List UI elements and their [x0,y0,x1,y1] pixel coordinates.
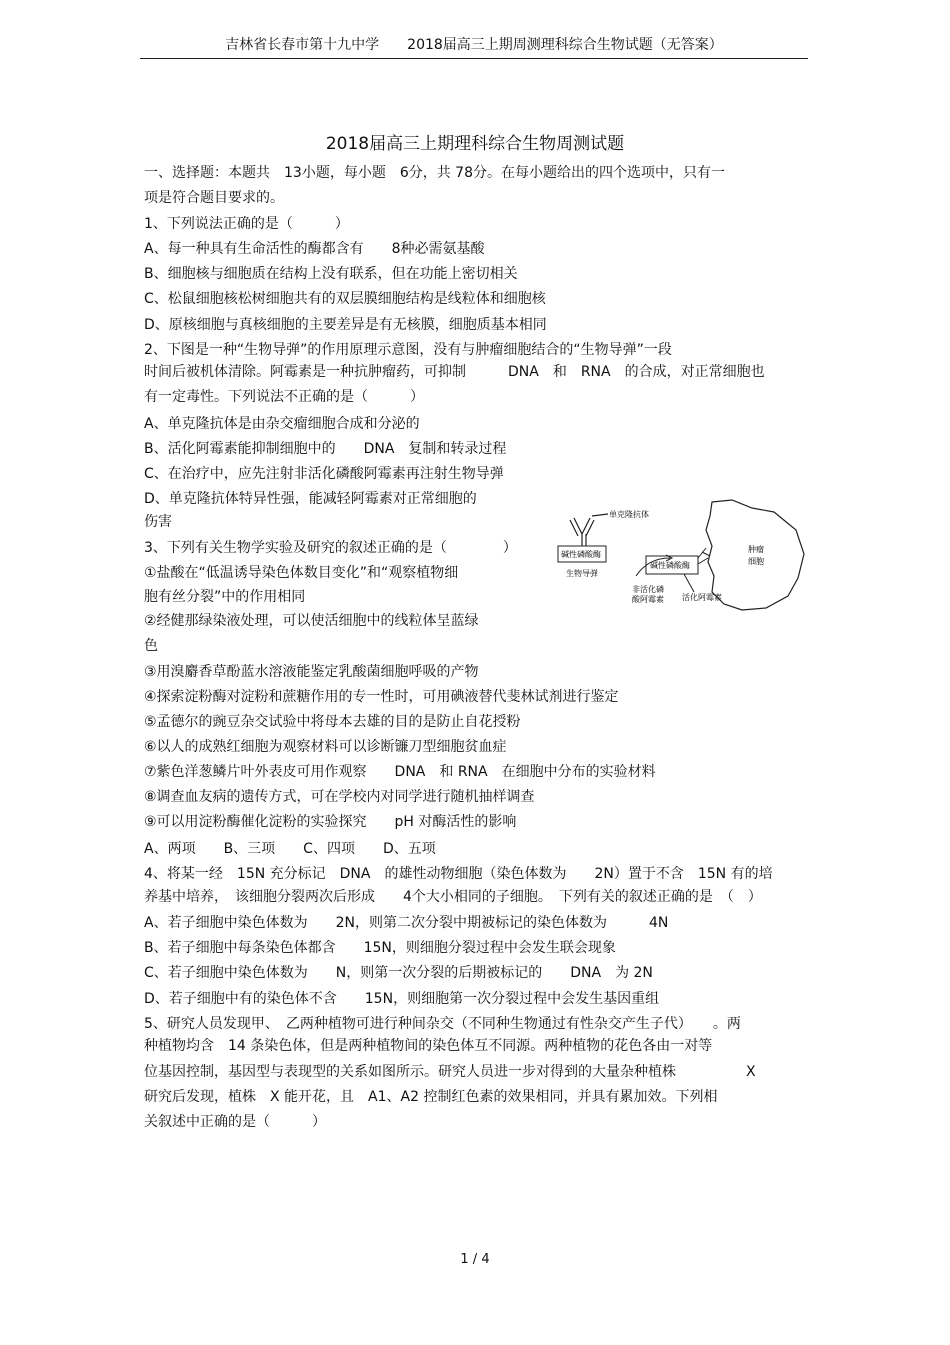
text-line-q3-stem: 3、下列有关生物学实验及研究的叙述正确的是（ ） [144,540,517,556]
arrow-down-icon [684,574,694,592]
tumor-label-2: 细胞 [748,557,764,566]
text-line-q2-d-a: D、单克隆抗体特异性强，能减轻阿霉素对正常细胞的 [144,491,477,507]
text-line-q4-d: D、若子细胞中有的染色体不含 15N，则细胞第一次分裂过程中会发生基因重组 [144,991,660,1007]
enzyme-label-2: 碱性磷酸酶 [650,561,690,570]
text-line-q2-a: A、单克隆抗体是由杂交瘤细胞合成和分泌的 [144,416,420,432]
text-line-q1-stem: 1、下列说法正确的是（ ） [144,216,349,232]
missile-label: 生物导弹 [566,569,598,578]
text-line-q3-1-a: ①盐酸在“低温诱导染色体数目变化”和“观察植物细 [144,565,459,581]
text-line-q4-b: B、若子细胞中每条染色体都含 15N，则细胞分裂过程中会发生联会现象 [144,940,616,956]
inactive-label-1: 非活化磷 [632,585,664,594]
text-line-q2-stem-b: 时间后被机体清除。阿霉素是一种抗肿瘤药，可抑制 DNA 和 RNA 的合成，对正常细胞也 [144,364,765,380]
text-line-q3-8: ⑧调查血友病的遗传方式，可在学校内对同学进行随机抽样调查 [144,789,535,805]
text-line-q4-stem-b: 养基中培养， 该细胞分裂两次后形成 4个大小相同的子细胞。 下列有关的叙述正确的是 （ ） [144,889,762,905]
text-line-q5-stem-a: 5、研究人员发现甲、 乙两种植物可进行种间杂交（不同种生物通过有性杂交产生子代） 。两 [144,1016,741,1032]
page-title: 2018届高三上期理科综合生物周测试题 [325,134,625,154]
page-number: 1 / 4 [460,1252,490,1267]
text-line-q3-4: ④探索淀粉酶对淀粉和蔗糖作用的专一性时，可用碘液替代斐林试剂进行鉴定 [144,689,619,705]
text-line-q4-stem-a: 4、将某一经 15N 充分标记 DNA 的雄性动物细胞（染色体数为 2N）置于不含 15N 有的培 [144,866,773,882]
text-line-q5-stem-b: 种植物均含 14 条染色体，但是两种植物间的染色体互不同源。两种植物的花色各由一对等 [144,1038,713,1054]
antibody-label: 单克隆抗体 [609,510,649,519]
active-label: 活化阿霉素 [682,593,722,602]
text-line-q4-c: C、若子细胞中染色体数为 N，则第一次分裂的后期被标记的 DNA 为 2N [144,965,653,981]
text-line-q1-d: D、原核细胞与真核细胞的主要差异是有无核膜，细胞质基本相同 [144,317,547,333]
text-line-q3-5: ⑤孟德尔的豌豆杂交试验中将母本去雄的目的是防止自花授粉 [144,714,521,730]
text-line-q4-a: A、若子细胞中染色体数为 2N，则第二次分裂中期被标记的染色体数为 4N [144,915,669,931]
text-line-q3-7: ⑦紫色洋葱鳞片叶外表皮可用作观察 DNA 和 RNA 在细胞中分布的实验材料 [144,764,656,780]
enzyme-label-1: 碱性磷酸酶 [561,550,601,559]
text-line-q5-stem-c: 位基因控制，基因型与表现型的关系如图所示。研究人员进一步对得到的大量杂种植株 X [144,1064,756,1080]
text-line-q3-3: ③用溴麝香草酚蓝水溶液能鉴定乳酸菌细胞呼吸的产物 [144,664,479,680]
text-line-section-1-b: 项是符合题目要求的。 [144,190,284,206]
text-line-q5-stem-e: 关叙述中正确的是（ ） [144,1114,326,1130]
text-line-q3-1-b: 胞有丝分裂”中的作用相同 [144,589,306,605]
text-line-q2-stem-c: 有一定毒性。下列说法不正确的是（ ） [144,389,424,405]
text-line-q2-c: C、在治疗中，应先注射非活化磷酸阿霉素再注射生物导弹 [144,466,504,482]
text-line-q1-c: C、松鼠细胞核松树细胞共有的双层膜细胞结构是线粒体和细胞核 [144,291,546,307]
text-line-section-1-a: 一、选择题：本题共 13小题，每小题 6分，共 78分。在每小题给出的四个选项中，只有一 [144,165,725,181]
text-line-q3-options: A、两项 B、三项 C、四项 D、五项 [144,841,436,857]
text-line-q1-a: A、每一种具有生命活性的酶都含有 8种必需氨基酸 [144,241,485,257]
text-line-q2-b: B、活化阿霉素能抑制细胞中的 DNA 复制和转录过程 [144,441,507,457]
antibody-icon [570,514,608,546]
biological-missile-diagram [552,496,814,620]
text-line-q3-9: ⑨可以用淀粉酶催化淀粉的实验探究 pH 对酶活性的影响 [144,814,517,830]
text-line-q3-6: ⑥以人的成熟红细胞为观察材料可以诊断镰刀型细胞贫血症 [144,739,507,755]
text-line-q5-stem-d: 研究后发现，植株 X 能开花，且 A1、A2 控制红色素的效果相同，并具有累加效。下列相 [144,1089,718,1105]
text-line-q3-2-a: ②经健那绿染液处理，可以使活细胞中的线粒体呈蓝绿 [144,613,479,629]
text-line-q1-b: B、细胞核与细胞质在结构上没有联系，但在功能上密切相关 [144,266,518,282]
tumor-label-1: 肿瘤 [748,545,764,554]
page-header: 吉林省长春市第十九中学 2018届高三上期周测理科综合生物试题（无答案） [140,36,808,59]
inactive-label-2: 酸阿霉素 [632,595,664,604]
text-line-q3-2-b: 色 [144,638,158,654]
text-line-q2-d-b: 伤害 [144,514,172,530]
text-line-q2-stem-a: 2、下图是一种“生物导弹”的作用原理示意图，没有与肿瘤细胞结合的“生物导弹”一段 [144,342,672,358]
